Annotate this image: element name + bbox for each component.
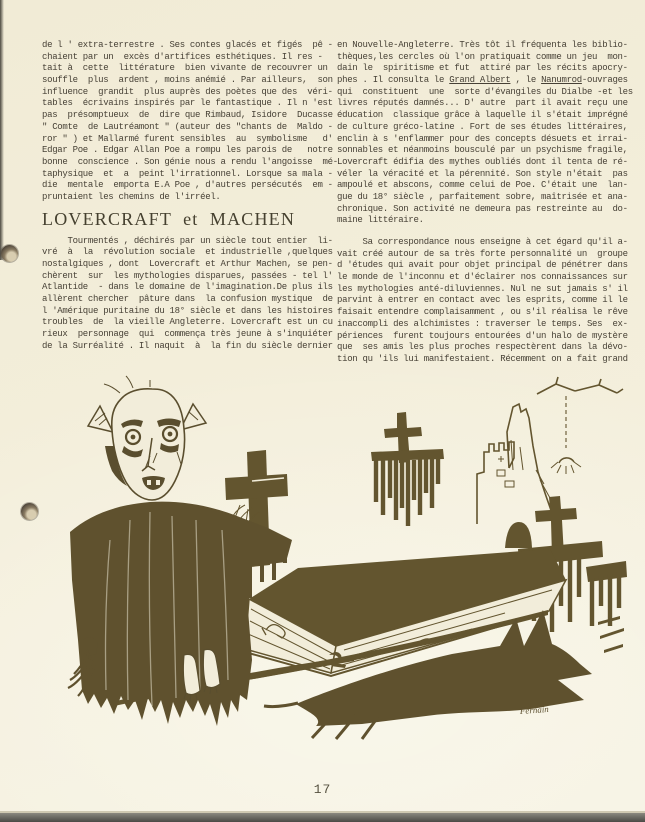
scan-bottom-edge — [0, 813, 645, 822]
text-line: Sa correspondance nous enseigne à cet égard qu'il a- — [337, 237, 628, 247]
text-line: faisait entendre complaisamment , ou s'il réalisa le rêve — [337, 307, 628, 318]
text-line: souffle plus ardent , moins anémié . Par ailleurs, son — [42, 75, 333, 86]
text-line: die mentale emporta E.A Poe , d'autres persécutés em - — [42, 180, 333, 191]
text-line: d 'études qui avait pour objet principal de pénétrer dans — [337, 260, 628, 271]
text-line: bonne conscience . Son génie nous a rendu l'angoisse mé- — [42, 156, 338, 167]
text-line: influence grandit plus auprès des poètes que des véri- — [42, 86, 333, 97]
text-line: parvint à entrer en contact avec les esprits, comme il le — [337, 295, 628, 306]
text-line: vait créé autour de sa très forte personnalité un groupe — [337, 248, 628, 259]
text-line: ampoulé et abscons, comme celui de Poe. C'était une lan- — [337, 180, 628, 191]
text-line: les mythologies anté-diluviennes. Nul ne sut jamais s' il — [337, 283, 628, 294]
text-line: gue du 18° siècle , parfaitement sobre, maîtrisée et ana- — [337, 191, 628, 202]
text-line: en Nouvelle-Angleterre. Très tôt il fréquenta les biblio- — [337, 40, 628, 50]
text-line: thèques,les cercles où l'on pratiquait comme un jeu mon- — [337, 51, 628, 62]
text-line: tait à cette littérature bien vivante de recouvrer un — [42, 63, 328, 74]
text-line: périences furent toujours entourées d'un halo de mystère — [337, 330, 628, 341]
text-line: nostalgiques , dont Lovercraft et Arthur Machen, se pen- — [42, 259, 333, 269]
text-line: pruntaient les chemins de l'irréel. — [42, 191, 221, 202]
text-line: sonnables et néanmoins bousculé par un psychisme fragile, — [337, 145, 628, 156]
text-line: inaccompli des alchimistes : traverser le temps. Ses ex- — [337, 318, 628, 329]
text-line: livres réputés damnés... D' autre part il avait reçu une — [337, 98, 628, 109]
church-ruin — [477, 404, 553, 548]
text-line: l 'Amérique puritaine du 18° siècle et dans les histoires — [42, 305, 333, 316]
text-line: que ses amis les plus proches respectèrent dans la dévo- — [337, 342, 628, 353]
text-line: phes . Il consulta le Grand Albert , le Nanumrod-ouvrages — [337, 75, 628, 86]
text-line: allèrent chercher pâture dans la confusion mystique de — [42, 294, 333, 305]
text-line: rieux personnage qui commença très jeune à s'inquiéter — [42, 329, 333, 340]
punch-hole — [1, 245, 18, 262]
text-line: pas présomptueux de dire que Rimbaud, Isidore Ducasse — [42, 110, 333, 121]
page-number: 17 — [313, 782, 332, 797]
text-line: Edgar Poe . Edgar Allan Poe a rompu les parois de notre — [42, 145, 333, 156]
ear — [88, 406, 113, 432]
center-cross-monument — [371, 412, 444, 526]
text-line: enclin à s 'enflammer pour des concepts désuets et irrai- — [337, 133, 628, 144]
text-line: de la Surréalité . Il naquit à la fin du siècle dernier — [42, 340, 333, 351]
artist-signature: Fernain — [519, 703, 550, 716]
text-line: troubles de la vieille Angleterre. Lovercraft est un cu — [42, 317, 333, 328]
text-line: Tourmentés , déchirés par un siècle tout entier li- — [42, 235, 333, 246]
text-line: tion qu 'ils lui manifestaient. Récemment on a fait grand — [337, 353, 628, 364]
text-line: Atlantide - dans le domaine de l'imagination.De plus ils — [42, 282, 333, 293]
text-line: de culture gréco-latine . Fort de ses études littéraires, — [337, 121, 628, 132]
text-line: chronique. Son activité ne demeura pas restreinte au do- — [337, 203, 628, 214]
text-line: qui constituent une sorte d'évangiles du Dialbe -et les — [337, 86, 633, 97]
hand — [82, 637, 98, 655]
text-line: le monde de l'inconnu et d'éclairer nos connaissances sur — [337, 272, 628, 283]
article-heading: LOVERCRAFT et MACHEN — [42, 208, 296, 229]
text-line: vré à la révolution sociale et industrielle ,quelques — [42, 247, 333, 258]
text-line: maine littéraire. — [337, 215, 424, 226]
text-line: Lovercraft édifia des mythes oubliés dont il tenta de ré- — [337, 156, 628, 167]
text-line: de l ' extra-terrestre . Ses contes glacés et figés pê - — [42, 40, 333, 50]
text-line: dain le spiritisme et fut attiré par les récits apocry- — [337, 63, 628, 74]
text-line: éducation classique grâce à laquelle il s'était imprégné — [337, 110, 628, 121]
text-line: " Comte de Lautréamont " (auteur des "chants de Maldo - — [42, 121, 333, 132]
text-line: chèrent sur les mythologies disparues, passées - tel l' — [42, 270, 333, 281]
text-line: ror " ) et Mallarmé furent sensibles au symbolisme d' — [42, 133, 333, 144]
text-line: chaient par un excès d'artifices esthétiques. Il res - — [42, 51, 323, 62]
text-line: tables écrivains inspirés par le fantastique . Il n 'est — [42, 98, 333, 109]
text-line: véler la véracité et la pérennité. Son style n'était pas — [337, 168, 628, 179]
text-line: taphysique et a peint l'irrationnel. Lorsque sa mala - — [42, 168, 333, 179]
hanging-spider-icon — [537, 377, 623, 474]
punch-hole — [21, 503, 38, 520]
